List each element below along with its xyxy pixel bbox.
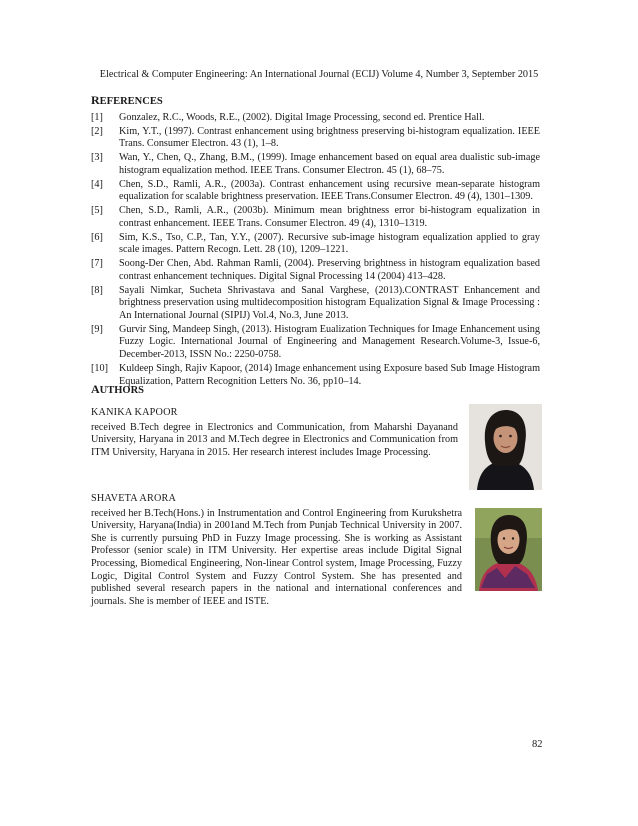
author-bio-text: received her B.Tech(Hons.) in Instrumentation and Control Engineering from Kurukshetra University, Haryana(India) in 2001and M.Tech from Punjab Technical University in 2007. She is currently pursuing PhD in Fuzzy Image processing. She is working as Assistant Professor (senior scale) in ITM University. Her expertise areas include Digital Signal Processing, Biomedical Engineering, Non-linear Control system, Image Processing, Fuzzy Logic, Digital Control System and Fuzzy Control System. She has presented and published several research papers in the national and international conferences and journals. She is member of IEEE and ISTE. [91,507,462,607]
reference-item [91,112,540,125]
reference-number: [10] [91,362,108,374]
reference-item [91,179,540,204]
reference-item [91,232,540,257]
reference-number: [9] [91,323,103,335]
references-heading-cap: R [91,93,100,107]
reference-text: Sim, K.S., Tso, C.P., Tan, Y.Y., (2007). Recursive sub-image histogram equalization applied to gray scale images. Pattern Recogn. Lett. 28 (10), 1209–1221. [119,231,540,256]
author-bio-text: received B.Tech degree in Electronics and Communication, from Maharshi Dayanand University, Haryana in 2013 and M.Tech degree in Electronics and Communication from ITM University, Haryana in 2015. Her research interest includes Image Processing. [91,421,458,458]
reference-number: [8] [91,284,103,296]
reference-text: Gonzalez, R.C., Woods, R.E., (2002). Digital Image Processing, second ed. Prentice Hall. [119,112,485,123]
author-bio-shaveta [91,493,462,608]
reference-text: Chen, S.D., Ramli, A.R., (2003a). Contrast enhancement using recursive mean-separate histogram equalization for scalable brightness preservation. IEEE Trans.Consumer Electron. 49 (4), 1301–1309. [119,178,540,203]
author-name: KANIKA KAPOOR [91,407,178,418]
reference-item [91,205,540,230]
reference-text: Gurvir Sing, Mandeep Singh, (2013). Histogram Eualization Techniques for Image Enhancement using Fuzzy Logic. International Journal of Engineering and Management Research.Volume-3, Issue-6, December-2013, ISSN No.: 2250-0758. [119,323,540,361]
reference-number: [1] [91,112,103,123]
author-name: SHAVETA ARORA [91,493,177,504]
reference-number: [2] [91,125,103,137]
authors-heading [91,382,144,397]
reference-item [91,324,540,362]
reference-item [91,363,540,388]
references-heading [91,93,163,108]
reference-text: Sayali Nimkar, Sucheta Shrivastava and Sanal Varghese, (2013).CONTRAST Enhancement and brightness preservation using multidecomposition histogram Equalization Signal & Image Processing : An International Journal (SIPIJ) Vol.4, No.3, June 2013. [119,284,540,321]
reference-number: [4] [91,178,103,190]
reference-text: Kim, Y.T., (1997). Contrast enhancement using brightness preserving bi-histogram equalization. IEEE Trans. Consumer Electron. 43 (1), 1–8. [119,125,540,150]
authors-heading-rest: UTHORS [99,385,145,396]
running-header: Electrical & Computer Engineering: An International Journal (ECIJ) Volume 4, Number 3, September 2015 [99,69,539,80]
reference-number: [6] [91,231,103,243]
author-photo-shaveta [475,508,542,591]
reference-text: Chen, S.D., Ramli, A.R., (2003b). Minimum mean brightness error bi-histogram equalization in contrast enhancement. IEEE Trans. Consumer Electron. 49 (4), 1310–1319. [119,205,540,229]
reference-number: [7] [91,258,103,270]
reference-text: Kuldeep Singh, Rajiv Kapoor, (2014) Image enhancement using Exposure based Sub Image Histogram Equalization, Pattern Recognition Letters No. 36, pp10–14. [119,362,540,387]
author-photo-kanika [469,404,542,490]
reference-number: [3] [91,152,103,164]
references-list [91,112,540,389]
reference-item [91,285,540,323]
reference-item [91,126,540,151]
reference-text: Wan, Y., Chen, Q., Zhang, B.M., (1999). Image enhancement based on equal area dualistic sub-image histogram equalization method. IEEE Trans. Consumer Electron. 45 (1), 68–75. [119,152,540,176]
author-bio-kanika [91,407,458,459]
page-number: 82 [532,739,543,750]
reference-item [91,258,540,283]
references-heading-rest: EFERENCES [99,96,163,107]
reference-item [91,152,540,177]
reference-number: [5] [91,205,103,217]
authors-heading-cap: A [91,382,100,396]
reference-text: Soong-Der Chen, Abd. Rahman Ramli, (2004). Preserving brightness in histogram equalization based contrast enhancement techniques. Digital Signal Processing 14 (2004) 413–428. [119,258,540,282]
